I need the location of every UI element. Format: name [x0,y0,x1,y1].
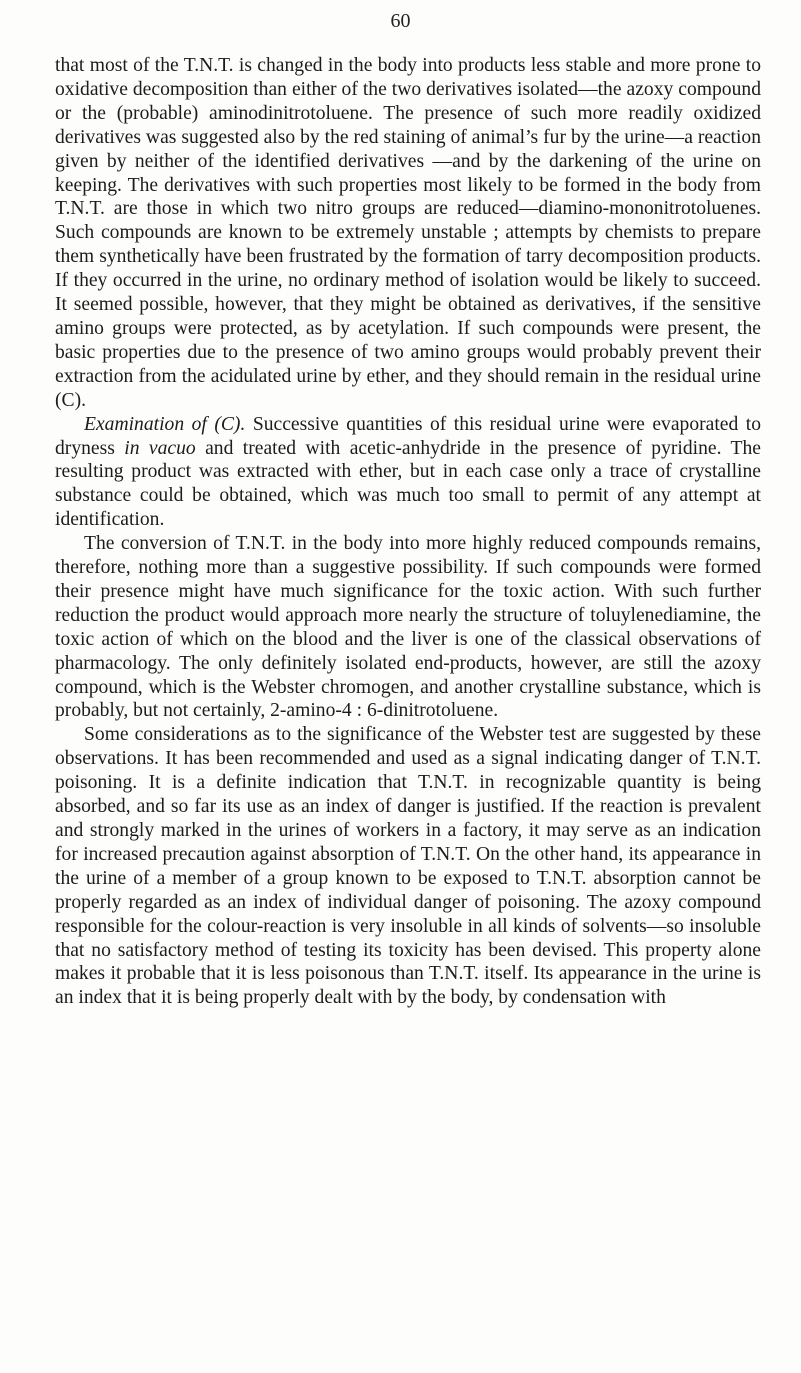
page-body-text [55,54,761,1010]
paragraph-1: that most of the T.N.T. is changed in the body into products less stable and more prone to oxidative decomposition than either of the two derivatives isolated—the azoxy compound or the (probable) aminodinitrotoluene. The presence of such more readily oxidized derivatives was suggested also by the red staining of animal’s fur by the urine—a reaction given by neither of the identified derivatives —and by the darkening of the urine on keeping. The derivatives with such properties most likely to be formed in the body from T.N.T. are those in which two nitro groups are reduced—diamino-mononitrotoluenes. Such compounds are known to be extremely unstable ; attempts by chemists to prepare them synthetically have been frustrated by the formation of tarry decomposition products. If they occurred in the urine, no ordinary method of isolation would be likely to succeed. It seemed possible, however, that they might be obtained as derivatives, if the sensitive amino groups were protected, as by acetylation. If such compounds were present, the basic properties due to the presence of two amino groups would probably prevent their extraction from the acidulated urine by ether, and they should remain in the residual urine (C). [55,55,761,411]
paragraph-2 [55,413,761,533]
paragraph-2-text-end: and treated with acetic-anhydride in the presence of pyridine. The resulting product was extracted with ether, but in each case only a trace of crystalline substance could be obtained, which was much too small to permit of any attempt at identification. [55,437,761,531]
paragraph-3: The conversion of T.N.T. in the body into more highly reduced compounds remains, therefore, nothing more than a suggestive possibility. If such compounds were formed their presence might have much significance for the toxic action. With such further reduction the product would approach more nearly the structure of toluylenediamine, the toxic action of which on the blood and the liver is one of the classical observations of pharmacology. The only definitely isolated end-products, however, are still the azoxy compound, which is the Webster chromogen, and another crystalline substance, which is probably, but not certainly, 2-amino-4 : 6-dinitrotoluene. [55,533,761,722]
latin-term-in-vacuo: in vacuo [124,437,196,459]
section-heading-examination-c: Examination of (C). [84,413,246,435]
paragraph-2-text: Successive quantities of this residual urine were evaporated to dryness [55,413,761,459]
page-number: 60 [390,10,411,32]
paragraph-4: Some considerations as to the significance of the Webster test are suggested by these observations. It has been recommended and used as a signal indicating danger of T.N.T. poisoning. It is a definite indication that T.N.T. in recognizable quantity is being absorbed, and so far its use as an index of danger is justified. If the reaction is prevalent and strongly marked in the urines of workers in a factory, it may serve as an indication for increased precaution against absorption of T.N.T. On the other hand, its appearance in the urine of a member of a group known to be exposed to T.N.T. absorption cannot be properly regarded as an index of individual danger of poisoning. The azoxy compound responsible for the colour-reaction is very insoluble in all kinds of solvents—so insoluble that no satisfactory method of testing its toxicity has been devised. This property alone makes it probable that it is less poisonous than T.N.T. itself. Its appearance in the urine is an index that it is being properly dealt with by the body, by condensation with [55,724,761,1009]
